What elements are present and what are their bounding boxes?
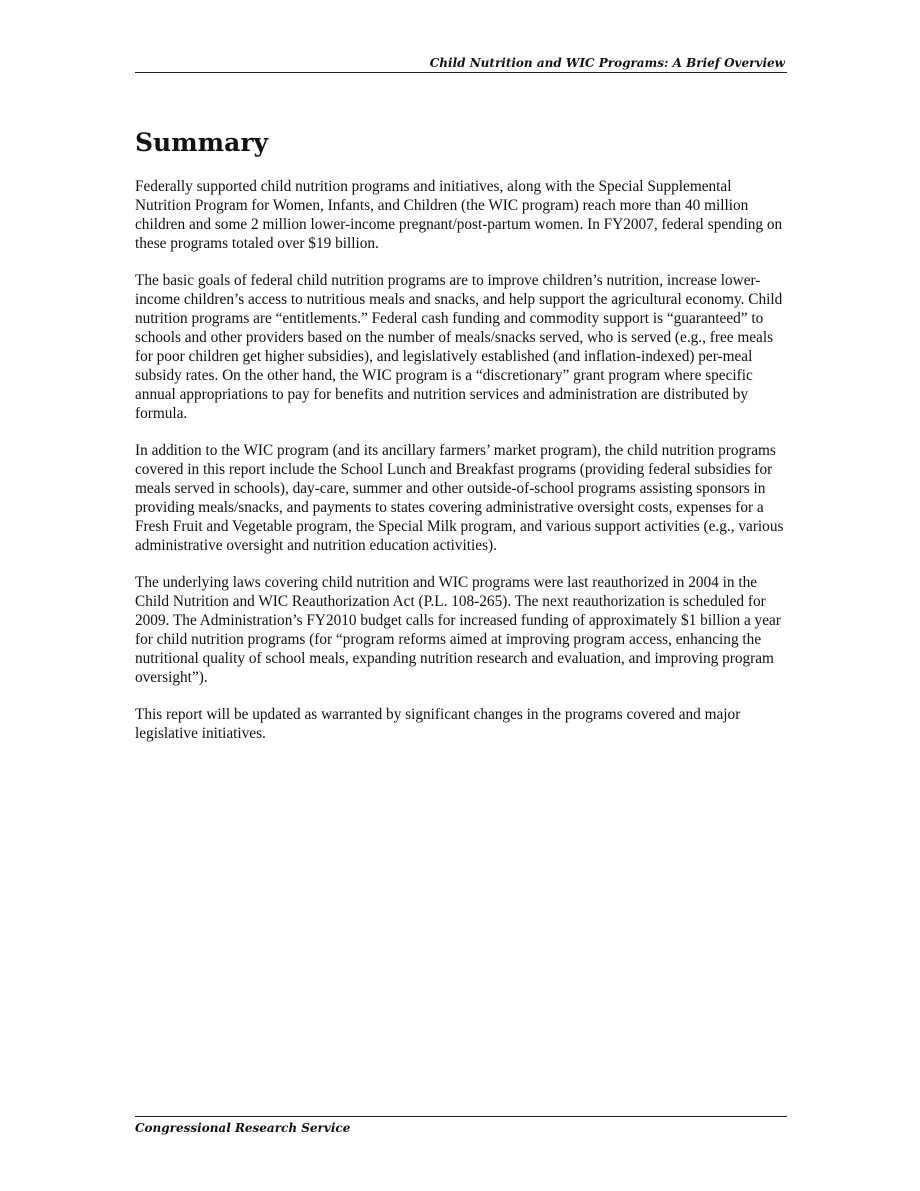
summary-paragraph-5: This report will be updated as warranted by significant changes in the programs covered and major legislative initiatives. [135,706,741,742]
summary-paragraph-4: The underlying laws covering child nutrition and WIC programs were last reauthorized in 2004 in the Child Nutrition and WIC Reauthorization Act (P.L. 108-265). The next reauthorization is scheduled for 2009. The Administration’s FY2010 budget calls for increased funding of approximately $1 billion a year for child nutrition programs (for “program reforms aimed at improving program access, enhancing the nutritional quality of school meals, expanding nutrition research and evaluation, and improving program oversight”). [135,574,781,686]
page-title: Summary [135,128,269,157]
footer-divider [135,1116,787,1117]
header-divider [135,72,787,73]
summary-paragraph-1: Federally supported child nutrition programs and initiatives, along with the Special Supplemental Nutrition Program for Women, Infants, and Children (the WIC program) reach more than 40 million children and some 2 million lower-income pregnant/post-partum women. In FY2007, federal spending on these programs totaled over $19 billion. [135,178,783,252]
main-content [135,127,787,761]
summary-paragraph-2: The basic goals of federal child nutrition programs are to improve children’s nutrition, increase lower-income children’s access to nutritious meals and snacks, and help support the agricultural economy. Child nutrition programs are “entitlements.” Federal cash funding and commodity support is “guaranteed” to schools and other providers based on the number of meals/snacks served, who is served (e.g., free meals for poor children get higher subsidies), and legislatively established (and inflation-indexed) per-meal subsidy rates. On the other hand, the WIC program is a “discretionary” grant program where specific annual appropriations to pay for benefits and nutrition services and administration are distributed by formula. [135,272,783,422]
summary-paragraph-3: In addition to the WIC program (and its ancillary farmers’ market program), the child nutrition programs covered in this report include the School Lunch and Breakfast programs (providing federal subsidies for meals served in schools), day-care, summer and other outside-of-school programs assisting sponsors in providing meals/snacks, and payments to states covering administrative oversight costs, expenses for a Fresh Fruit and Vegetable program, the Special Milk program, and various support activities (e.g., various administrative oversight and nutrition education activities). [135,442,784,554]
running-header-title: Child Nutrition and WIC Programs: A Brief Overview [429,56,785,70]
footer-publisher: Congressional Research Service [135,1121,351,1135]
